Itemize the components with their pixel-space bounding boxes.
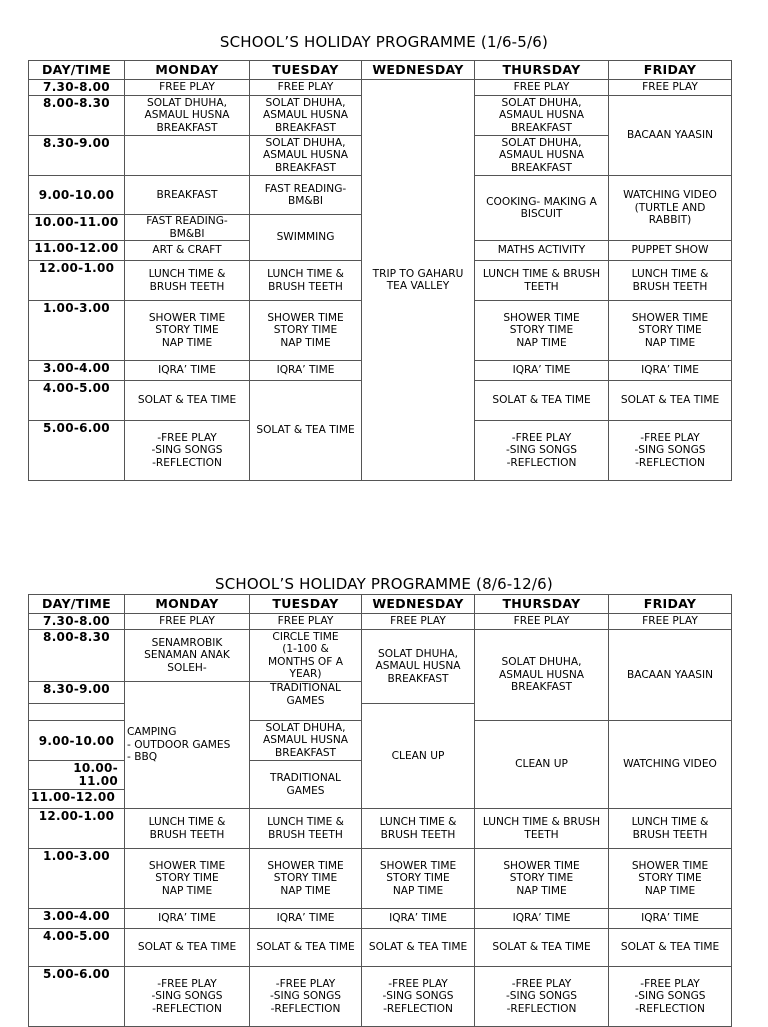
activity-cell: SOLAT DHUHA, ASMAUL HUSNA BREAKFAST — [250, 136, 362, 176]
time-slot: 11.00-12.00 — [29, 241, 125, 261]
time-slot: 11.00-12.00 — [29, 790, 125, 809]
time-slot: 4.00-5.00 — [29, 929, 125, 967]
activity-cell: FREE PLAY — [125, 614, 250, 630]
activity-cell: SOLAT DHUHA, ASMAUL HUSNA BREAKFAST — [250, 721, 362, 761]
activity-cell: FAST READING- BM&BI — [125, 215, 250, 241]
activity-cell: SOLAT DHUHA, ASMAUL HUSNA BREAKFAST — [362, 630, 475, 704]
activity-cell: LUNCH TIME & BRUSH TEETH — [609, 261, 732, 301]
activity-cell: TRADITIONAL GAMES — [250, 761, 362, 809]
activity-cell — [125, 136, 250, 176]
activity-cell: IQRA’ TIME — [609, 909, 732, 929]
activity-cell: ART & CRAFT — [125, 241, 250, 261]
activity-cell: SOLAT DHUHA, ASMAUL HUSNA BREAKFAST — [475, 630, 609, 721]
activity-cell: LUNCH TIME & BRUSH TEETH — [250, 261, 362, 301]
activity-cell: BREAKFAST — [125, 176, 250, 215]
time-slot: 7.30-8.00 — [29, 614, 125, 630]
activity-cell: FREE PLAY — [609, 614, 732, 630]
activity-cell: -FREE PLAY -SING SONGS -REFLECTION — [475, 967, 609, 1027]
activity-cell: -FREE PLAY -SING SONGS -REFLECTION — [125, 967, 250, 1027]
activity-cell: SHOWER TIME STORY TIME NAP TIME — [609, 849, 732, 909]
time-slot: 1.00-3.00 — [29, 301, 125, 361]
time-slot: 5.00-6.00 — [29, 421, 125, 481]
activity-cell: LUNCH TIME & BRUSH TEETH — [475, 809, 609, 849]
activity-cell: IQRA’ TIME — [475, 909, 609, 929]
activity-cell: SOLAT & TEA TIME — [125, 381, 250, 421]
header-day-time: DAY/TIME — [29, 595, 125, 614]
time-slot: 8.00-8.30 — [29, 96, 125, 136]
activity-cell-trip: TRIP TO GAHARU TEA VALLEY — [362, 80, 475, 481]
activity-cell: SOLAT & TEA TIME — [475, 381, 609, 421]
time-slot: 10.00- 11.00 — [29, 761, 125, 790]
header-friday: FRIDAY — [609, 595, 732, 614]
time-slot: 10.00-11.00 — [29, 215, 125, 241]
activity-cell: CLEAN UP — [475, 721, 609, 809]
activity-cell: FREE PLAY — [250, 614, 362, 630]
activity-cell: SOLAT & TEA TIME — [250, 381, 362, 481]
activity-cell: LUNCH TIME & BRUSH TEETH — [475, 261, 609, 301]
header-friday: FRIDAY — [609, 61, 732, 80]
week2-title: SCHOOL’S HOLIDAY PROGRAMME (8/6-12/6) — [215, 575, 553, 593]
activity-cell: SOLAT DHUHA, ASMAUL HUSNA BREAKFAST — [475, 136, 609, 176]
time-slot: 3.00-4.00 — [29, 361, 125, 381]
activity-cell: TRADITIONAL GAMES — [250, 682, 362, 721]
table-row — [29, 967, 732, 1027]
time-slot: 8.30-9.00 — [29, 136, 125, 176]
time-slot: 7.30-8.00 — [29, 80, 125, 96]
week2-schedule-table — [28, 594, 732, 1027]
activity-cell: SHOWER TIME STORY TIME NAP TIME — [125, 849, 250, 909]
activity-cell: FAST READING- BM&BI — [250, 176, 362, 215]
activity-cell: SHOWER TIME STORY TIME NAP TIME — [362, 849, 475, 909]
time-slot: 4.00-5.00 — [29, 381, 125, 421]
time-slot: 8.00-8.30 — [29, 630, 125, 682]
table-header-row — [29, 595, 732, 614]
header-thursday: THURSDAY — [475, 595, 609, 614]
activity-cell: WATCHING VIDEO (TURTLE AND RABBIT) — [609, 176, 732, 241]
time-slot: 3.00-4.00 — [29, 909, 125, 929]
table-row — [29, 849, 732, 909]
header-day-time: DAY/TIME — [29, 61, 125, 80]
time-slot: 5.00-6.00 — [29, 967, 125, 1027]
time-slot: 8.30-9.00 — [29, 682, 125, 704]
activity-cell: FREE PLAY — [475, 80, 609, 96]
activity-cell: SOLAT & TEA TIME — [475, 929, 609, 967]
activity-cell: SOLAT DHUHA, ASMAUL HUSNA BREAKFAST — [250, 96, 362, 136]
activity-cell: WATCHING VIDEO — [609, 721, 732, 809]
activity-cell: IQRA’ TIME — [250, 909, 362, 929]
table-row — [29, 614, 732, 630]
activity-cell: FREE PLAY — [609, 80, 732, 96]
activity-cell: -FREE PLAY -SING SONGS -REFLECTION — [250, 967, 362, 1027]
table-header-row — [29, 61, 732, 80]
activity-cell: LUNCH TIME & BRUSH TEETH — [125, 809, 250, 849]
time-slot: 12.00-1.00 — [29, 809, 125, 849]
activity-cell: SHOWER TIME STORY TIME NAP TIME — [250, 301, 362, 361]
activity-cell: BACAAN YAASIN — [609, 630, 732, 721]
time-slot: 9.00-10.00 — [29, 176, 125, 215]
time-slot: 1.00-3.00 — [29, 849, 125, 909]
week1-schedule-table — [28, 60, 732, 481]
header-tuesday: TUESDAY — [250, 61, 362, 80]
activity-cell: LUNCH TIME & BRUSH TEETH — [125, 261, 250, 301]
header-monday: MONDAY — [125, 595, 250, 614]
activity-cell: PUPPET SHOW — [609, 241, 732, 261]
activity-cell: -FREE PLAY -SING SONGS -REFLECTION — [609, 421, 732, 481]
activity-cell: CIRCLE TIME (1-100 & MONTHS OF A YEAR) — [250, 630, 362, 682]
header-thursday: THURSDAY — [475, 61, 609, 80]
time-slot: 9.00-10.00 — [29, 721, 125, 761]
week1-title: SCHOOL’S HOLIDAY PROGRAMME (1/6-5/6) — [219, 33, 549, 51]
time-slot-empty — [29, 704, 125, 721]
activity-cell: SOLAT DHUHA, ASMAUL HUSNA BREAKFAST — [125, 96, 250, 136]
table-row — [29, 909, 732, 929]
activity-cell: SWIMMING — [250, 215, 362, 261]
activity-cell-camping: CAMPING - OUTDOOR GAMES - BBQ — [125, 682, 250, 809]
activity-cell: SENAMROBIK SENAMAN ANAK SOLEH- — [125, 630, 250, 682]
activity-cell: -FREE PLAY -SING SONGS -REFLECTION — [609, 967, 732, 1027]
activity-cell: IQRA’ TIME — [609, 361, 732, 381]
activity-cell: BACAAN YAASIN — [609, 96, 732, 176]
activity-cell: IQRA’ TIME — [125, 361, 250, 381]
activity-cell: -FREE PLAY -SING SONGS -REFLECTION — [125, 421, 250, 481]
header-monday: MONDAY — [125, 61, 250, 80]
activity-cell: SOLAT & TEA TIME — [362, 929, 475, 967]
activity-cell: -FREE PLAY -SING SONGS -REFLECTION — [362, 967, 475, 1027]
activity-cell: SOLAT & TEA TIME — [609, 929, 732, 967]
activity-cell: SOLAT & TEA TIME — [125, 929, 250, 967]
header-wednesday: WEDNESDAY — [362, 61, 475, 80]
activity-cell: FREE PLAY — [250, 80, 362, 96]
activity-cell: SOLAT & TEA TIME — [250, 929, 362, 967]
table-row — [29, 929, 732, 967]
activity-cell: COOKING- MAKING A BISCUIT — [475, 176, 609, 241]
activity-cell: SHOWER TIME STORY TIME NAP TIME — [609, 301, 732, 361]
table-row — [29, 630, 732, 682]
activity-cell: SHOWER TIME STORY TIME NAP TIME — [250, 849, 362, 909]
activity-cell: IQRA’ TIME — [250, 361, 362, 381]
activity-cell: LUNCH TIME & BRUSH TEETH — [362, 809, 475, 849]
activity-cell: FREE PLAY — [475, 614, 609, 630]
activity-cell: LUNCH TIME & BRUSH TEETH — [250, 809, 362, 849]
header-tuesday: TUESDAY — [250, 595, 362, 614]
activity-cell: IQRA’ TIME — [362, 909, 475, 929]
activity-cell: SHOWER TIME STORY TIME NAP TIME — [125, 301, 250, 361]
activity-cell: SOLAT DHUHA, ASMAUL HUSNA BREAKFAST — [475, 96, 609, 136]
activity-cell: CLEAN UP — [362, 704, 475, 809]
activity-cell: IQRA’ TIME — [475, 361, 609, 381]
activity-cell: SOLAT & TEA TIME — [609, 381, 732, 421]
activity-cell: LUNCH TIME & BRUSH TEETH — [609, 809, 732, 849]
header-wednesday: WEDNESDAY — [362, 595, 475, 614]
activity-cell: FREE PLAY — [125, 80, 250, 96]
activity-cell: FREE PLAY — [362, 614, 475, 630]
activity-cell: IQRA’ TIME — [125, 909, 250, 929]
time-slot: 12.00-1.00 — [29, 261, 125, 301]
activity-cell: SHOWER TIME STORY TIME NAP TIME — [475, 301, 609, 361]
activity-cell: -FREE PLAY -SING SONGS -REFLECTION — [475, 421, 609, 481]
table-row — [29, 809, 732, 849]
activity-cell: SHOWER TIME STORY TIME NAP TIME — [475, 849, 609, 909]
table-row — [29, 80, 732, 96]
activity-cell: MATHS ACTIVITY — [475, 241, 609, 261]
